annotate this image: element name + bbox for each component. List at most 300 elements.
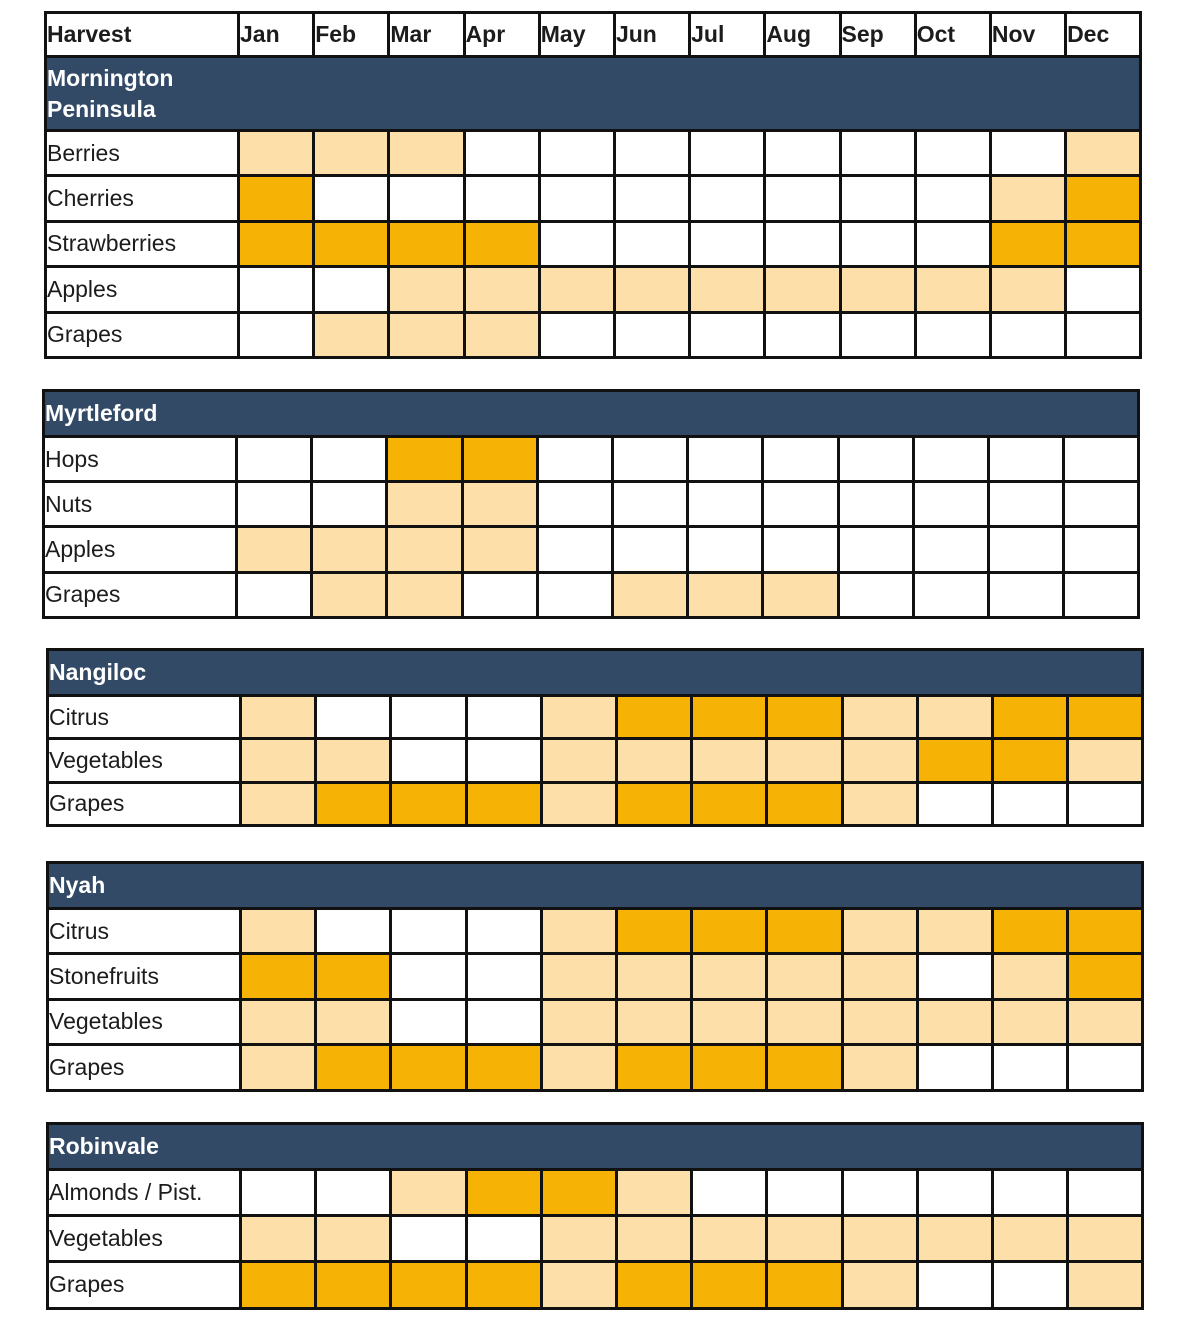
harvest-cell-may <box>537 482 612 527</box>
crop-row <box>46 221 1141 266</box>
harvest-cell-jun <box>616 1045 691 1090</box>
crop-row <box>44 437 1139 482</box>
crop-row <box>46 176 1141 221</box>
harvest-cell-oct <box>915 312 990 357</box>
harvest-cell-dec <box>1064 527 1139 572</box>
harvest-cell-jan <box>241 739 316 782</box>
harvest-cell-mar <box>391 999 466 1044</box>
harvest-cell-jun <box>614 312 689 357</box>
harvest-cell-feb <box>314 312 389 357</box>
harvest-cell-nov <box>988 437 1063 482</box>
harvest-cell-jun <box>616 954 691 999</box>
harvest-cell-jan <box>241 782 316 825</box>
harvest-cell-mar <box>391 696 466 739</box>
harvest-cell-oct <box>915 131 990 176</box>
harvest-cell-sep <box>842 954 917 999</box>
month-tick-label: Dec <box>1066 13 1141 57</box>
harvest-cell-may <box>539 176 614 221</box>
harvest-cell-aug <box>767 954 842 999</box>
harvest-cell-jan <box>237 527 312 572</box>
harvest-cell-feb <box>314 267 389 312</box>
harvest-cell-may <box>537 437 612 482</box>
harvest-cell-dec <box>1066 131 1141 176</box>
harvest-cell-sep <box>842 1170 917 1216</box>
harvest-cell-jul <box>692 739 767 782</box>
harvest-cell-mar <box>389 267 464 312</box>
harvest-cell-apr <box>464 267 539 312</box>
harvest-cell-mar <box>387 527 462 572</box>
harvest-cell-jun <box>616 909 691 954</box>
crop-label: Apples <box>44 527 237 572</box>
region-title <box>48 863 1143 909</box>
crop-row <box>48 954 1143 999</box>
harvest-cell-dec <box>1068 739 1143 782</box>
harvest-cell-may <box>539 131 614 176</box>
harvest-cell-jan <box>237 572 312 617</box>
crop-label: Strawberries <box>46 221 239 266</box>
harvest-cell-jan <box>239 131 314 176</box>
harvest-cell-may <box>539 221 614 266</box>
harvest-cell-mar <box>391 1262 466 1308</box>
harvest-cell-jul <box>692 909 767 954</box>
harvest-cell-aug <box>765 131 840 176</box>
harvest-cell-jun <box>616 782 691 825</box>
region-title <box>44 391 1139 437</box>
harvest-cell-apr <box>464 176 539 221</box>
harvest-cell-feb <box>316 909 391 954</box>
harvest-cell-feb <box>316 739 391 782</box>
harvest-cell-aug <box>767 1045 842 1090</box>
harvest-cell-may <box>537 527 612 572</box>
month-tick-label: Apr <box>464 13 539 57</box>
crop-row <box>46 267 1141 312</box>
harvest-cell-jan <box>241 1262 316 1308</box>
harvest-cell-jul <box>690 267 765 312</box>
harvest-cell-oct <box>917 954 992 999</box>
harvest-cell-nov <box>992 954 1067 999</box>
harvest-cell-apr <box>466 782 541 825</box>
harvest-cell-feb <box>314 176 389 221</box>
month-tick-label: May <box>539 13 614 57</box>
harvest-cell-mar <box>389 312 464 357</box>
region-name: Nyah <box>49 872 106 898</box>
harvest-cell-jun <box>614 131 689 176</box>
harvest-cell-jul <box>692 782 767 825</box>
harvest-cell-aug <box>763 527 838 572</box>
harvest-cell-sep <box>842 782 917 825</box>
crop-label: Stonefruits <box>48 954 241 999</box>
region-table-mornington-peninsula <box>44 11 1142 359</box>
harvest-cell-sep <box>842 1262 917 1308</box>
harvest-cell-jul <box>688 482 763 527</box>
harvest-cell-apr <box>466 999 541 1044</box>
harvest-cell-apr <box>466 1045 541 1090</box>
harvest-cell-jul <box>690 312 765 357</box>
crop-row <box>48 696 1143 739</box>
harvest-cell-sep <box>840 312 915 357</box>
harvest-cell-mar <box>391 1170 466 1216</box>
harvest-cell-dec <box>1068 1216 1143 1262</box>
harvest-cell-nov <box>992 696 1067 739</box>
harvest-cell-may <box>541 999 616 1044</box>
harvest-cell-oct <box>915 176 990 221</box>
harvest-cell-apr <box>466 1262 541 1308</box>
crop-row <box>48 1045 1143 1090</box>
harvest-cell-may <box>541 1045 616 1090</box>
harvest-cell-mar <box>387 482 462 527</box>
harvest-cell-jul <box>692 696 767 739</box>
harvest-cell-oct <box>915 221 990 266</box>
harvest-cell-nov <box>992 782 1067 825</box>
harvest-cell-oct <box>917 909 992 954</box>
crop-row <box>44 482 1139 527</box>
harvest-cell-nov <box>992 909 1067 954</box>
region-header-row <box>48 650 1143 696</box>
harvest-cell-apr <box>466 1170 541 1216</box>
harvest-cell-jan <box>241 1216 316 1262</box>
harvest-cell-sep <box>842 739 917 782</box>
harvest-cell-jul <box>692 1170 767 1216</box>
harvest-cell-aug <box>763 482 838 527</box>
month-tick-label: Aug <box>765 13 840 57</box>
harvest-cell-sep <box>842 1045 917 1090</box>
harvest-cell-apr <box>466 739 541 782</box>
harvest-cell-feb <box>316 1216 391 1262</box>
harvest-cell-dec <box>1064 572 1139 617</box>
harvest-cell-may <box>539 312 614 357</box>
harvest-cell-sep <box>840 131 915 176</box>
harvest-cell-mar <box>391 739 466 782</box>
harvest-cell-mar <box>389 221 464 266</box>
crop-row <box>46 312 1141 357</box>
month-tick-label: Oct <box>915 13 990 57</box>
harvest-cell-oct <box>917 1045 992 1090</box>
crop-label: Grapes <box>48 1045 241 1090</box>
harvest-cell-apr <box>462 437 537 482</box>
harvest-cell-aug <box>767 1262 842 1308</box>
harvest-cell-may <box>541 1216 616 1262</box>
harvest-cell-aug <box>763 572 838 617</box>
harvest-cell-sep <box>840 221 915 266</box>
harvest-cell-jan <box>241 909 316 954</box>
region-name: Nangiloc <box>49 659 147 685</box>
harvest-cell-aug <box>765 176 840 221</box>
harvest-cell-feb <box>316 1262 391 1308</box>
harvest-cell-oct <box>917 1216 992 1262</box>
harvest-cell-may <box>537 572 612 617</box>
harvest-cell-jul <box>688 572 763 617</box>
harvest-cell-apr <box>464 221 539 266</box>
harvest-cell-jun <box>616 739 691 782</box>
crop-label: Grapes <box>44 572 237 617</box>
harvest-cell-mar <box>391 1045 466 1090</box>
harvest-cell-aug <box>767 782 842 825</box>
harvest-cell-nov <box>992 1262 1067 1308</box>
harvest-cell-sep <box>842 999 917 1044</box>
harvest-cell-oct <box>917 782 992 825</box>
harvest-cell-mar <box>391 954 466 999</box>
harvest-cell-may <box>541 1262 616 1308</box>
harvest-cell-feb <box>316 696 391 739</box>
harvest-cell-sep <box>840 267 915 312</box>
region-header-row <box>48 1124 1143 1170</box>
harvest-cell-oct <box>917 739 992 782</box>
harvest-cell-dec <box>1068 1170 1143 1216</box>
harvest-cell-dec <box>1068 954 1143 999</box>
harvest-cell-mar <box>389 131 464 176</box>
harvest-cell-jan <box>241 696 316 739</box>
harvest-cell-jan <box>241 954 316 999</box>
region-name: Mornington Peninsula <box>47 64 174 122</box>
harvest-cell-feb <box>314 131 389 176</box>
harvest-cell-mar <box>387 572 462 617</box>
month-tick-label: Jun <box>614 13 689 57</box>
harvest-cell-sep <box>838 482 913 527</box>
region-table-nyah <box>46 861 1144 1092</box>
region-table-robinvale <box>46 1122 1144 1310</box>
crop-label: Grapes <box>48 782 241 825</box>
harvest-cell-may <box>539 267 614 312</box>
harvest-cell-oct <box>913 527 988 572</box>
harvest-cell-jul <box>692 954 767 999</box>
harvest-cell-jul <box>692 1216 767 1262</box>
harvest-cell-nov <box>992 739 1067 782</box>
harvest-cell-feb <box>312 482 387 527</box>
harvest-cell-jan <box>241 1045 316 1090</box>
harvest-cell-jun <box>616 1216 691 1262</box>
harvest-cell-apr <box>466 696 541 739</box>
harvest-cell-dec <box>1066 267 1141 312</box>
harvest-cell-jun <box>616 1170 691 1216</box>
harvest-cell-sep <box>838 527 913 572</box>
harvest-cell-dec <box>1068 782 1143 825</box>
harvest-cell-jul <box>690 176 765 221</box>
harvest-cell-sep <box>842 909 917 954</box>
harvest-cell-aug <box>767 999 842 1044</box>
harvest-cell-oct <box>917 696 992 739</box>
harvest-cell-jan <box>239 221 314 266</box>
harvest-cell-nov <box>992 999 1067 1044</box>
column-header-row <box>46 13 1141 57</box>
harvest-cell-may <box>541 782 616 825</box>
harvest-cell-may <box>541 1170 616 1216</box>
harvest-cell-aug <box>767 739 842 782</box>
harvest-cell-nov <box>992 1045 1067 1090</box>
crop-label: Citrus <box>48 909 241 954</box>
region-header-row <box>46 57 1141 131</box>
crop-label: Hops <box>44 437 237 482</box>
harvest-cell-jun <box>614 267 689 312</box>
crop-label: Grapes <box>46 312 239 357</box>
harvest-cell-jan <box>239 267 314 312</box>
harvest-cell-nov <box>992 1216 1067 1262</box>
crop-row <box>44 572 1139 617</box>
harvest-cell-jan <box>241 1170 316 1216</box>
region-name: Myrtleford <box>45 400 158 426</box>
harvest-cell-jan <box>239 176 314 221</box>
harvest-cell-dec <box>1068 1262 1143 1308</box>
harvest-cell-apr <box>462 482 537 527</box>
harvest-cell-mar <box>391 1216 466 1262</box>
harvest-cell-dec <box>1068 909 1143 954</box>
harvest-cell-sep <box>842 1216 917 1262</box>
harvest-cell-sep <box>838 437 913 482</box>
harvest-cell-mar <box>391 909 466 954</box>
harvest-cell-feb <box>312 572 387 617</box>
crop-row <box>48 999 1143 1044</box>
harvest-cell-dec <box>1068 999 1143 1044</box>
harvest-cell-dec <box>1066 176 1141 221</box>
harvest-cell-nov <box>992 1170 1067 1216</box>
harvest-cell-jul <box>692 999 767 1044</box>
harvest-cell-aug <box>767 909 842 954</box>
region-title <box>46 57 1141 131</box>
month-tick-label: Feb <box>314 13 389 57</box>
month-tick-label: Mar <box>389 13 464 57</box>
harvest-cell-mar <box>391 782 466 825</box>
harvest-cell-nov <box>988 527 1063 572</box>
harvest-cell-jul <box>688 527 763 572</box>
harvest-cell-jun <box>614 221 689 266</box>
harvest-cell-aug <box>763 437 838 482</box>
harvest-cell-aug <box>767 1170 842 1216</box>
harvest-cell-apr <box>466 954 541 999</box>
harvest-cell-sep <box>840 176 915 221</box>
harvest-cell-may <box>541 696 616 739</box>
harvest-cell-jun <box>616 1262 691 1308</box>
harvest-cell-aug <box>767 1216 842 1262</box>
crop-row <box>48 739 1143 782</box>
crop-label: Cherries <box>46 176 239 221</box>
harvest-cell-jun <box>614 176 689 221</box>
harvest-cell-oct <box>917 1170 992 1216</box>
crop-row <box>46 131 1141 176</box>
harvest-cell-oct <box>915 267 990 312</box>
crop-row <box>48 782 1143 825</box>
crop-row <box>48 1216 1143 1262</box>
harvest-cell-oct <box>917 999 992 1044</box>
region-table-myrtleford <box>42 389 1140 619</box>
harvest-cell-jul <box>690 221 765 266</box>
harvest-cell-feb <box>316 999 391 1044</box>
month-tick-label: Jul <box>690 13 765 57</box>
harvest-cell-dec <box>1068 696 1143 739</box>
harvest-cell-apr <box>466 909 541 954</box>
harvest-cell-aug <box>765 221 840 266</box>
harvest-cell-jun <box>616 696 691 739</box>
harvest-cell-oct <box>913 437 988 482</box>
crop-row <box>48 1170 1143 1216</box>
harvest-cell-dec <box>1066 312 1141 357</box>
crop-label: Citrus <box>48 696 241 739</box>
harvest-cell-sep <box>838 572 913 617</box>
harvest-cell-jun <box>612 482 687 527</box>
crop-row <box>44 527 1139 572</box>
harvest-cell-nov <box>988 572 1063 617</box>
harvest-cell-jun <box>612 527 687 572</box>
region-table-nangiloc <box>46 648 1144 827</box>
harvest-cell-apr <box>464 312 539 357</box>
harvest-cell-oct <box>913 572 988 617</box>
harvest-cell-may <box>541 954 616 999</box>
harvest-cell-oct <box>913 482 988 527</box>
harvest-cell-jun <box>616 999 691 1044</box>
harvest-cell-oct <box>917 1262 992 1308</box>
harvest-cell-apr <box>466 1216 541 1262</box>
harvest-cell-sep <box>842 696 917 739</box>
harvest-cell-jun <box>612 437 687 482</box>
crop-label: Apples <box>46 267 239 312</box>
harvest-cell-jan <box>237 437 312 482</box>
harvest-cell-feb <box>316 1170 391 1216</box>
harvest-cell-nov <box>990 267 1065 312</box>
harvest-cell-feb <box>314 221 389 266</box>
crop-label: Vegetables <box>48 999 241 1044</box>
harvest-cell-aug <box>767 696 842 739</box>
harvest-cell-aug <box>765 267 840 312</box>
harvest-cell-jun <box>612 572 687 617</box>
harvest-cell-feb <box>316 782 391 825</box>
harvest-cell-nov <box>988 482 1063 527</box>
harvest-cell-dec <box>1064 482 1139 527</box>
region-title <box>48 1124 1143 1170</box>
harvest-cell-may <box>541 909 616 954</box>
harvest-cell-apr <box>462 572 537 617</box>
harvest-cell-dec <box>1068 1045 1143 1090</box>
crop-label: Almonds / Pist. <box>48 1170 241 1216</box>
crop-label: Berries <box>46 131 239 176</box>
harvest-cell-jan <box>241 999 316 1044</box>
harvest-column-header: Harvest <box>46 13 239 57</box>
harvest-cell-jan <box>239 312 314 357</box>
harvest-cell-feb <box>316 954 391 999</box>
harvest-cell-feb <box>316 1045 391 1090</box>
crop-row <box>48 909 1143 954</box>
harvest-cell-apr <box>462 527 537 572</box>
crop-label: Grapes <box>48 1262 241 1308</box>
region-header-row <box>44 391 1139 437</box>
harvest-cell-nov <box>990 221 1065 266</box>
harvest-cell-feb <box>312 527 387 572</box>
harvest-cell-jul <box>688 437 763 482</box>
harvest-cell-nov <box>990 131 1065 176</box>
crop-label: Vegetables <box>48 1216 241 1262</box>
harvest-cell-jul <box>692 1045 767 1090</box>
harvest-cell-aug <box>765 312 840 357</box>
harvest-cell-may <box>541 739 616 782</box>
region-header-row <box>48 863 1143 909</box>
harvest-cell-feb <box>312 437 387 482</box>
harvest-cell-jul <box>692 1262 767 1308</box>
harvest-cell-mar <box>389 176 464 221</box>
month-tick-label: Nov <box>990 13 1065 57</box>
crop-row <box>48 1262 1143 1308</box>
harvest-cell-dec <box>1066 221 1141 266</box>
harvest-cell-apr <box>464 131 539 176</box>
harvest-cell-nov <box>990 176 1065 221</box>
harvest-cell-jan <box>237 482 312 527</box>
harvest-cell-jul <box>690 131 765 176</box>
crop-label: Nuts <box>44 482 237 527</box>
month-tick-label: Jan <box>239 13 314 57</box>
month-tick-label: Sep <box>840 13 915 57</box>
region-name: Robinvale <box>49 1133 159 1159</box>
crop-label: Vegetables <box>48 739 241 782</box>
region-title <box>48 650 1143 696</box>
harvest-cell-mar <box>387 437 462 482</box>
harvest-cell-nov <box>990 312 1065 357</box>
harvest-cell-dec <box>1064 437 1139 482</box>
